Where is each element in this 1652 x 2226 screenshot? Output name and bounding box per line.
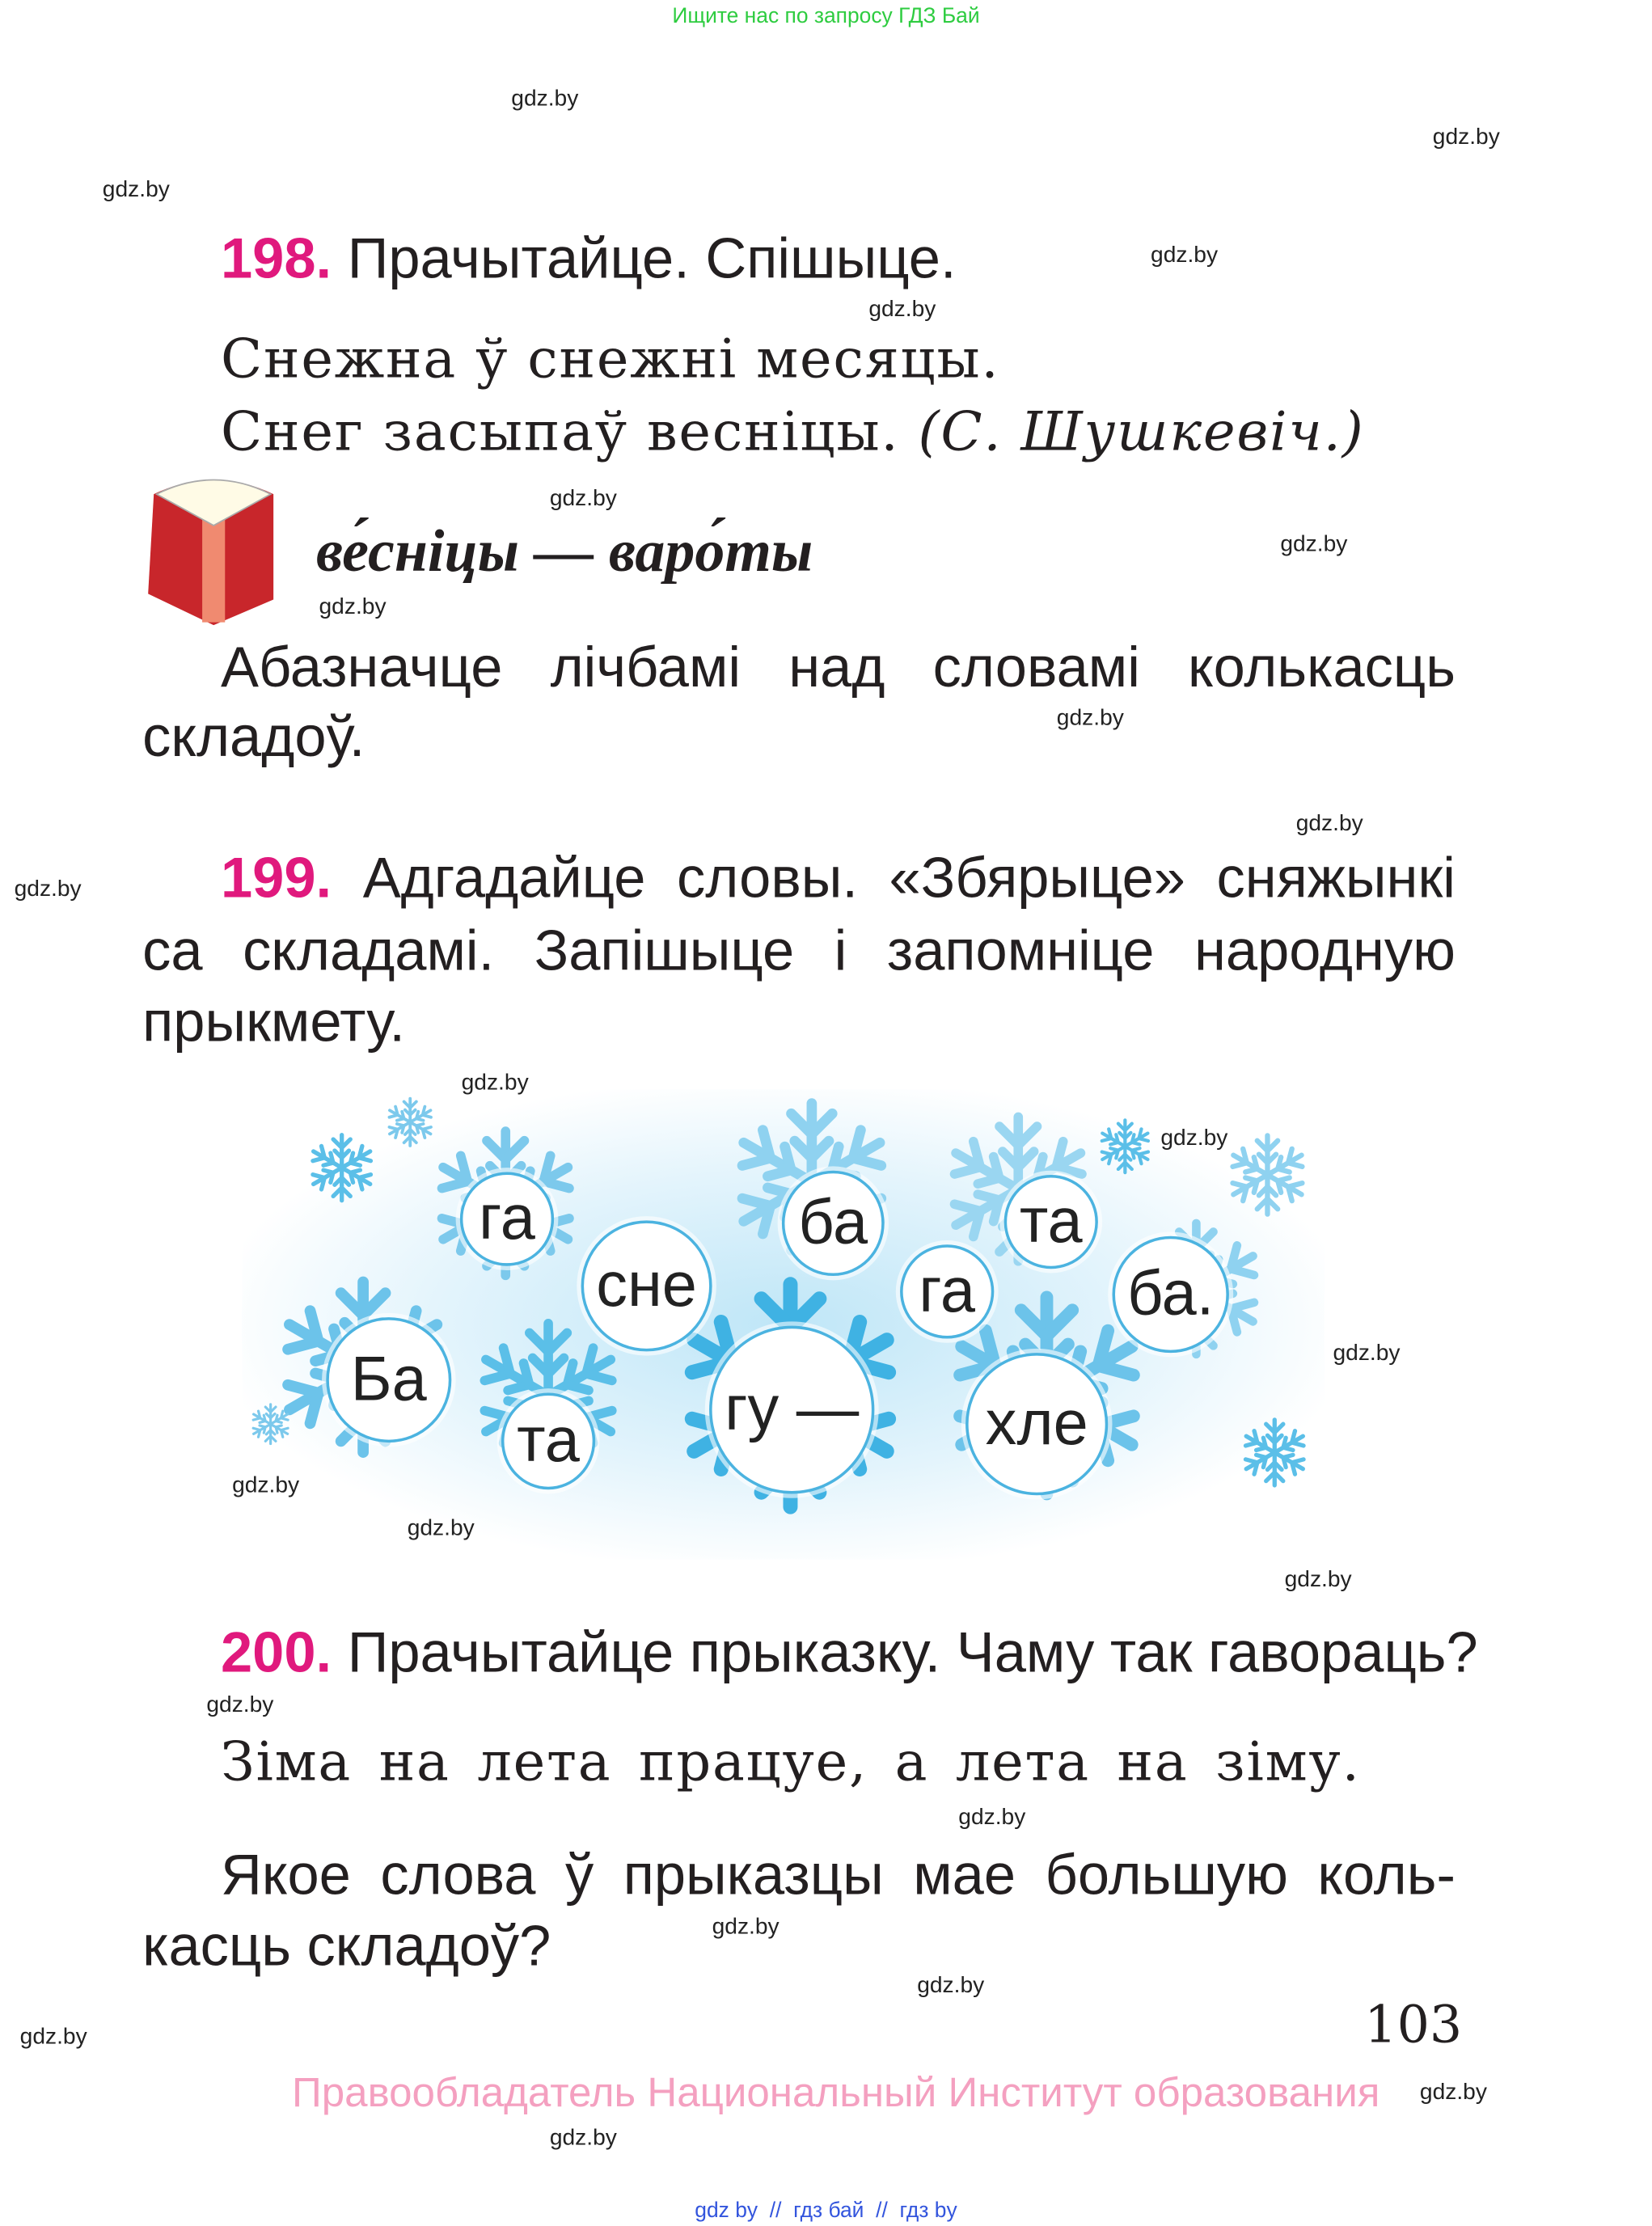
task-line-2: складоў. <box>142 706 365 770</box>
watermark: gdz.by <box>319 595 387 620</box>
syllable-bubble[interactable]: та <box>1004 1175 1098 1269</box>
syllable-bubble[interactable]: хле <box>965 1353 1108 1495</box>
watermark: gdz.by <box>958 1806 1026 1831</box>
snowflake-icon <box>1225 1132 1311 1218</box>
exercise-instruction: Прачытайце. Спішыце. <box>347 227 957 291</box>
exercise-number: 199. <box>220 847 332 910</box>
syllable-bubble[interactable]: сне <box>581 1220 712 1351</box>
task-line-1: Абазначце лічбамі над словамі колькасць <box>220 636 1456 699</box>
poem-text: Снег засыпаў весніцы. <box>220 399 900 463</box>
watermark: gdz.by <box>19 2025 87 2050</box>
watermark: gdz.by <box>868 298 936 323</box>
exercise-text: Адгадайце словы. «Збярыце» сняжынкі <box>362 847 1456 910</box>
exercise-199-line-1 <box>142 847 1456 911</box>
dictionary-book-icon <box>142 474 285 627</box>
copyright-notice: Правообладатель Национальный Институт образования <box>292 2070 1380 2117</box>
page-number: 103 <box>1364 1996 1463 2055</box>
watermark: gdz.by <box>1284 1568 1352 1593</box>
watermark: gdz.by <box>712 1915 780 1940</box>
syllable-bubble[interactable]: Ба <box>326 1317 451 1442</box>
poem-line-1: Снежна ў снежні месяцы. <box>220 327 1000 391</box>
watermark: gdz.by <box>232 1473 300 1498</box>
watermark: gdz.by <box>1056 706 1124 731</box>
watermark: gdz.by <box>102 178 170 203</box>
syllable-bubble[interactable]: та <box>501 1392 595 1489</box>
proverb: Зіма на лета працуе, а лета на зіму. <box>220 1730 1361 1793</box>
exercise-199-line-3: прыкмету. <box>142 991 405 1054</box>
exercise-number: 200. <box>220 1622 332 1685</box>
vocabulary-word: ве́сніцы — варо́ты <box>315 519 813 585</box>
question-line-2: касць складоў? <box>142 1915 551 1979</box>
snowflake-icon <box>1239 1417 1310 1488</box>
watermark: gdz.by <box>1419 2080 1487 2106</box>
watermark: gdz.by <box>1160 1126 1228 1151</box>
watermark: gdz.by <box>1280 532 1348 557</box>
watermark: gdz.by <box>549 487 617 512</box>
snowflake-icon <box>249 1403 292 1446</box>
exercise-198-heading <box>221 228 957 292</box>
watermark: gdz.by <box>1295 811 1363 836</box>
syllable-bubble[interactable]: ба <box>782 1171 885 1276</box>
snowflake-icon <box>306 1132 378 1203</box>
watermark: gdz.by <box>1151 243 1219 268</box>
snowflake-icon <box>1096 1118 1153 1175</box>
watermark: gdz.by <box>1333 1341 1401 1366</box>
watermark: gdz.by <box>511 87 579 112</box>
syllable-bubble[interactable]: га <box>900 1244 994 1338</box>
exercise-199-line-2: са складамі. Запішыце і запомніце народную <box>142 919 1456 983</box>
question-line-1: Якое слова ў прыказцы мае большую коль- <box>220 1844 1456 1907</box>
poem-line-2 <box>221 400 1365 463</box>
exercise-instruction: Прачытайце прыказку. Чаму так гавораць? <box>347 1622 1478 1685</box>
syllable-bubble[interactable]: га <box>460 1172 554 1265</box>
watermark: gdz.by <box>14 876 82 902</box>
exercise-200-heading <box>221 1620 1478 1686</box>
watermark: gdz.by <box>407 1516 475 1541</box>
top-banner[interactable]: Ищите нас по запросу ГДЗ Бай <box>672 4 980 29</box>
watermark: gdz.by <box>917 1974 985 1998</box>
poem-author: (С. Шушкевіч.) <box>918 399 1365 463</box>
watermark: gdz.by <box>1432 125 1500 150</box>
watermark: gdz.by <box>461 1071 529 1096</box>
syllable-bubble[interactable]: гу — <box>709 1326 874 1494</box>
syllable-bubble[interactable]: ба. <box>1112 1236 1228 1353</box>
exercise-number: 198. <box>220 227 332 291</box>
watermark: gdz.by <box>549 2126 617 2151</box>
footer-links[interactable]: gdz by // гдз бай // гдз by <box>695 2199 957 2224</box>
watermark: gdz.by <box>206 1693 274 1718</box>
